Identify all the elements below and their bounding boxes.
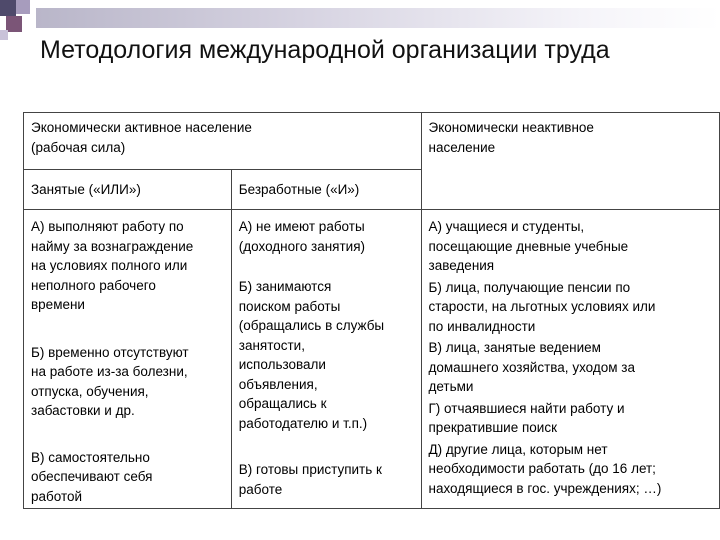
- text-line: отпуска, обучения,: [31, 383, 149, 399]
- text-line: (доходного занятия): [238, 238, 366, 254]
- unemployed-header: [231, 170, 421, 210]
- employed-header-label: Занятые («ИЛИ»): [31, 181, 141, 197]
- inactive-item-b: [429, 278, 714, 337]
- text-line: занятости,: [238, 337, 305, 353]
- inactive-item-c: [429, 338, 714, 397]
- text-line: на условиях полного или: [31, 258, 188, 273]
- text-line: работой: [31, 488, 83, 504]
- header-inactive-line: Экономически неактивное: [428, 120, 594, 135]
- inactive-item-d: [429, 399, 714, 438]
- inactive-item-a: [429, 217, 714, 276]
- unemployed-criteria: [231, 210, 421, 509]
- text-line: необходимости работать (до 16 лет;: [428, 461, 656, 476]
- text-line: находящиеся в гос. учреждениях; …): [428, 480, 662, 496]
- text-line: использовали: [238, 357, 326, 372]
- header-active-line: (рабочая сила): [31, 139, 126, 155]
- text-line: на работе из-за болезни,: [31, 364, 188, 379]
- text-line: поиском работы: [238, 298, 341, 314]
- inactive-item-e: [429, 440, 714, 499]
- text-line: заведения: [428, 258, 495, 273]
- header-inactive-line: население: [428, 139, 496, 155]
- text-line: объявления,: [238, 376, 318, 392]
- text-line: Д) другие лица, которым нет: [428, 441, 608, 457]
- unemployed-item-b: [239, 277, 415, 433]
- text-line: забастовки и др.: [31, 403, 135, 418]
- inactive-criteria: [421, 210, 720, 509]
- text-line: домашнего хозяйства, уходом за: [428, 359, 635, 375]
- header-inactive-population: [421, 113, 720, 210]
- text-line: времени: [31, 297, 85, 312]
- unemployed-header-label: Безработные («И»): [238, 181, 360, 197]
- text-line: Б) лица, получающие пенсии по: [428, 279, 631, 295]
- text-line: детьми: [428, 379, 474, 394]
- text-line: А) учащиеся и студенты,: [428, 219, 585, 234]
- text-line: обращались к: [238, 396, 327, 411]
- employed-header: [24, 170, 232, 210]
- decorative-square-dark: [0, 0, 16, 16]
- employed-item-b: [31, 343, 225, 421]
- text-line: (обращались в службы: [238, 318, 385, 333]
- unemployed-item-a: [239, 217, 415, 256]
- decorative-square-mid: [6, 16, 22, 32]
- text-line: работе: [238, 481, 283, 497]
- text-line: Г) отчаявшиеся найти работу и: [428, 400, 625, 416]
- text-line: прекратившие поиск: [428, 420, 557, 435]
- text-line: неполного рабочего: [31, 277, 156, 293]
- header-active-population: [24, 113, 422, 170]
- employed-criteria: [24, 210, 232, 509]
- text-line: старости, на льготных условиях или: [428, 299, 656, 314]
- decorative-square-light: [16, 0, 30, 14]
- text-line: найму за вознаграждение: [31, 238, 194, 254]
- text-line: А) не имеют работы: [238, 219, 365, 234]
- text-line: работодателю и т.п.): [238, 415, 368, 431]
- text-line: посещающие дневные учебные: [428, 238, 629, 254]
- employed-item-c: [31, 448, 225, 507]
- text-line: Б) временно отсутствуют: [31, 344, 189, 360]
- text-line: по инвалидности: [428, 318, 536, 334]
- header-active-line: Экономически активное население: [31, 120, 252, 135]
- unemployed-item-c: [239, 460, 415, 499]
- text-line: В) готовы приступить к: [238, 462, 382, 477]
- header-gradient-bar: [36, 8, 720, 28]
- slide-title: Методология международной организации труда: [40, 36, 610, 64]
- text-line: Б) занимаются: [238, 279, 332, 294]
- decorative-square-pale: [0, 30, 8, 40]
- text-line: В) самостоятельно: [31, 449, 150, 465]
- methodology-table: [23, 112, 720, 509]
- text-line: обеспечивают себя: [31, 469, 153, 484]
- employed-item-a: [31, 217, 225, 315]
- text-line: В) лица, занятые ведением: [428, 340, 601, 355]
- text-line: А) выполняют работу по: [31, 219, 184, 234]
